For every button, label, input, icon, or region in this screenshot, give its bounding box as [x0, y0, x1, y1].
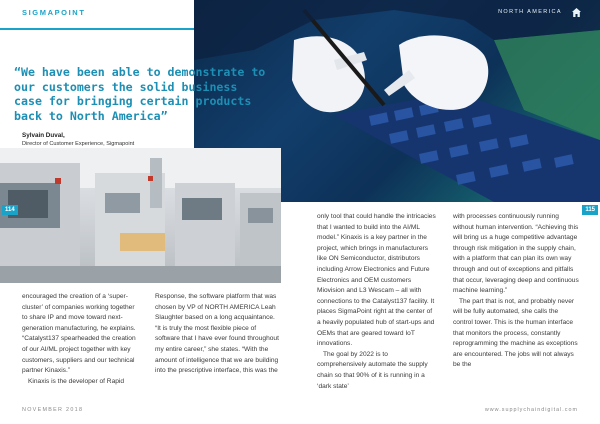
quote-author-title: Director of Customer Experience, Sigmapoint [22, 141, 135, 147]
factory-machines-illustration [0, 148, 281, 283]
text-column-2 [155, 292, 279, 377]
page-number-left: 114 [2, 205, 18, 215]
section-label: NORTH AMERICA [498, 9, 562, 15]
quote-author: Sylvain Duval, [22, 132, 65, 139]
paragraph: only tool that could handle the intricacies that I wanted to build into the AI/ML model.” Kinaxis is a key partner in the project, which brings in manufacturers like ON Semiconductor, distributors including Arrow Electronics and Future Electronics and OEM customers Miovision and L3 Wescam – all with connections to the Catalyst137 facility. It places SigmaPoint right at the center of a heavily populated hub of start-ups and OEMs that are geared toward IoT innovations. [317, 213, 436, 348]
footer-date: NOVEMBER 2018 [22, 407, 84, 413]
magazine-brand: SIGMAPOINT [22, 8, 86, 17]
text-column-4 [453, 212, 579, 371]
paragraph: The goal by 2022 is to comprehensively automate the supply chain so that 90% of it is running in a ‘dark state’ [317, 350, 428, 390]
paragraph: Response, the software platform that was chosen by VP of NORTH AMERICA Leah Slaughter based on a long acquaintance. “It is truly the most flexible piece of software that I have ever found throughout my entire career,” she states. “With the amount of intelligence that we are building into the prescriptive interface, this was the [155, 293, 279, 375]
paragraph: The part that is not, and probably never will be fully automated, she calls the control tower. This is the human interface that monitors the process, constantly reprogramming the machine as exceptions are encountered. The jobs will not always be the [453, 297, 578, 369]
paragraph: Kinaxis is the developer of Rapid [28, 377, 125, 385]
factory-machines-photo [0, 148, 281, 283]
header-rule [0, 28, 194, 30]
page-number-right: 115 [582, 205, 598, 215]
text-column-1 [22, 292, 140, 387]
paragraph: encouraged the creation of a ‘super-cluster’ of companies working together to share IP and move toward next-generation manufacturing, he explains. “Catalyst137 spearheaded the creation of our AI/ML project together with key customers, suppliers and our technical partner Kinaxis.” [22, 293, 136, 375]
paragraph: with processes continuously running without human intervention. “Achieving this will bring us a huge competitive advantage through risk mitigation in the supply chain, with a platform that can plan its own way through and out of exceptions and pitfalls that occur, leveraging deep and continuous machine learning.” [453, 213, 579, 295]
home-icon [571, 7, 582, 18]
footer-website: www.supplychaindigital.com [484, 407, 578, 413]
pull-quote: “We have been able to demonstrate to our customers the solid business case for bringing certain products back to North America” [14, 65, 266, 123]
text-column-3 [317, 212, 437, 392]
